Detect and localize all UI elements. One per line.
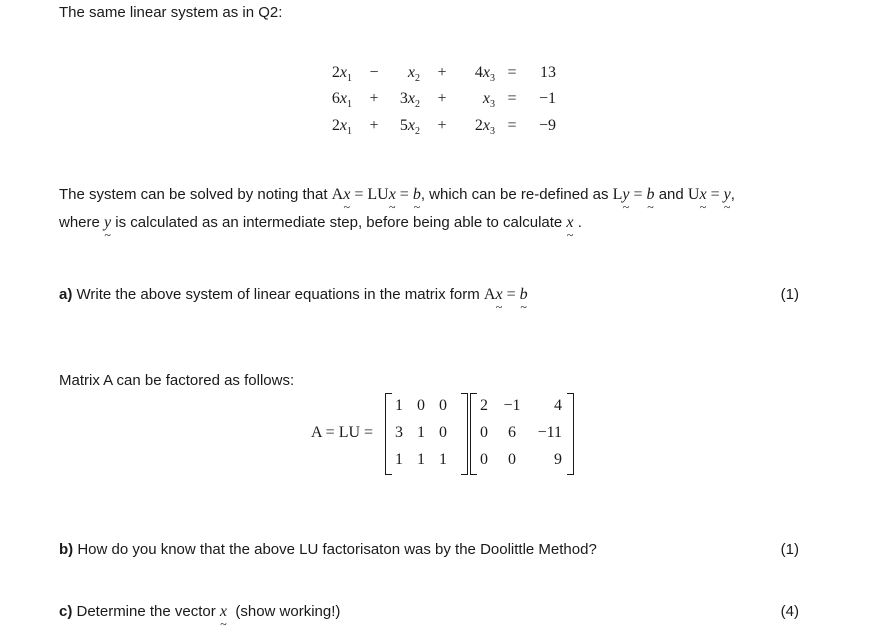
eq3-rhs: −9 [538,117,556,134]
eq2-term-x1: $6x_1$ [331,90,352,110]
factor-lhs: A = LU = [311,424,374,441]
eq2-term-x2: $3x_2$ [399,90,420,110]
factor-intro: Matrix A can be factored as follows: [59,372,295,389]
L-cell: 1 [439,451,447,468]
question-c: c) Determine the vector x ~ (show working!) [59,603,340,621]
L-cell: 0 [439,397,447,414]
eq2-term-x3: $x_3$ [482,90,495,110]
eq1-term-x2: $x_2$ [407,64,420,84]
eq1-term-x1: $2x_1$ [331,64,352,84]
U-cell: 4 [554,397,562,414]
U-cell: 0 [480,424,488,441]
intro-text: The same linear system as in Q2: [59,4,283,21]
eq3-term-x3: $2x_3$ [474,117,495,137]
U-cell: 9 [554,451,562,468]
marks-b: (1) [780,541,799,558]
L-cell: 1 [417,424,425,441]
question-b: b) How do you know that the above LU factorisaton was by the Doolittle Method? [59,541,597,558]
U-cell: 2 [480,397,488,414]
eq2-op1: + [369,90,379,107]
L-cell: 0 [417,397,425,414]
L-cell: 1 [395,451,403,468]
eq2-op2: + [437,90,447,107]
eq2-rhs: −1 [538,90,556,107]
eq3-op2: + [437,117,447,134]
eq3-term-x2: $5x_2$ [399,117,420,137]
eq3-equals: = [507,117,517,134]
U-cell: 0 [508,451,516,468]
marks-a: (1) [780,286,799,303]
eq2-equals: = [507,90,517,107]
U-cell: 0 [480,451,488,468]
marks-c: (4) [780,603,799,620]
eq1-equals: = [507,64,517,81]
eq1-op1: − [369,64,379,81]
explanation-line-1: The system can be solved by noting that Ax ~ = LUx ~ = b ~, which can be re-defined as Ly ~ = b ~ and Ux ~ = y ~, [59,186,735,204]
U-cell: −1 [503,397,521,414]
U-cell: 6 [508,424,516,441]
L-cell: 3 [395,424,403,441]
L-cell: 0 [439,424,447,441]
L-cell: 1 [395,397,403,414]
U-cell: −11 [537,424,562,441]
L-cell: 1 [417,451,425,468]
eq3-op1: + [369,117,379,134]
explanation-line-2: where y ~ is calculated as an intermediate step, before being able to calculate x ~ . [59,214,582,232]
eq1-term-x3: $4x_3$ [474,64,495,84]
eq1-rhs: 13 [540,64,556,81]
eq3-term-x1: $2x_1$ [331,117,352,137]
eq1-op2: + [437,64,447,81]
matrix-L-right-bracket [461,393,468,475]
matrix-U-right-bracket [567,393,574,475]
question-a: a) Write the above system of linear equations in the matrix form Ax ~ = b ~ [59,286,528,304]
